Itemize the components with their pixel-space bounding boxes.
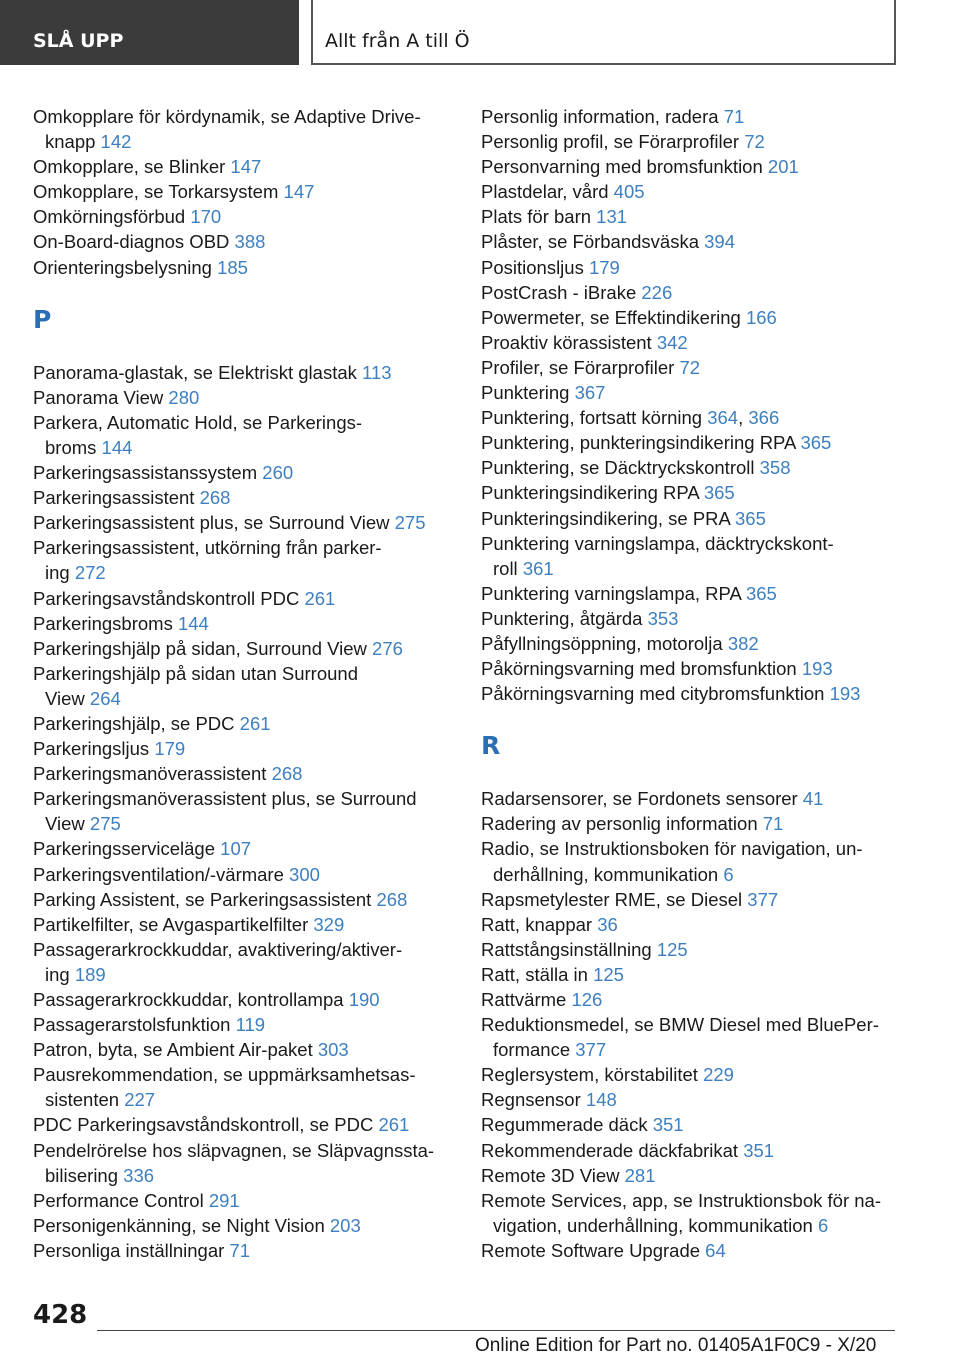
page-reference-link[interactable]: 107 bbox=[220, 838, 252, 860]
section-tab-label: SLÅ UPP bbox=[33, 30, 124, 52]
index-entry-text: Remote Services, app, se Instruktionsbok för na- bbox=[481, 1189, 881, 1211]
index-entry-text: vigation, underhållning, kommunikation bbox=[493, 1214, 813, 1236]
index-entry bbox=[481, 1012, 901, 1062]
page-reference-link[interactable]: 358 bbox=[759, 457, 791, 479]
index-letter-heading: P bbox=[33, 304, 52, 334]
index-entry-text: Pausrekommendation, se uppmärksamhetsas- bbox=[33, 1064, 416, 1086]
index-entry-text: sistenten bbox=[45, 1089, 120, 1111]
index-entry-text: Punktering, se Däcktryckskontroll bbox=[481, 457, 755, 479]
index-entry bbox=[481, 606, 901, 631]
index-entry bbox=[481, 1188, 901, 1238]
page-reference-link[interactable]: 6 bbox=[723, 863, 734, 885]
index-entry-text: Parkeringsavståndskontroll PDC bbox=[33, 587, 300, 609]
page-reference-link[interactable]: 226 bbox=[641, 281, 673, 303]
index-entry bbox=[481, 1138, 901, 1163]
index-entry bbox=[33, 1138, 443, 1188]
index-entry-text: Reduktionsmedel, se BMW Diesel med BluePer- bbox=[481, 1014, 879, 1036]
page-reference-link[interactable]: 365 bbox=[745, 582, 777, 604]
page-reference-link[interactable]: 275 bbox=[394, 512, 426, 534]
index-entry: Punktering, fortsatt körning 364, 366 bbox=[481, 407, 780, 429]
index-column-right bbox=[481, 104, 901, 1263]
page-reference-link[interactable]: 280 bbox=[168, 386, 200, 408]
page-reference-link[interactable]: 203 bbox=[329, 1214, 361, 1236]
index-entry bbox=[481, 305, 901, 330]
index-entry-text: Rattvärme bbox=[481, 989, 567, 1010]
chapter-title: Allt från A till Ö bbox=[325, 30, 470, 52]
index-entry bbox=[33, 104, 443, 154]
index-entry bbox=[33, 255, 443, 280]
page-reference-link[interactable]: 166 bbox=[745, 306, 777, 328]
index-entry-text: Parkeringsmanöverassistent bbox=[33, 763, 267, 785]
index-entry-text: Parkeringsassistanssystem bbox=[33, 462, 258, 484]
index-entry bbox=[33, 535, 443, 585]
index-entry-text: Parking Assistent, se Parkeringsassistent bbox=[33, 888, 372, 910]
page-reference-link[interactable]: 268 bbox=[376, 888, 408, 910]
index-entry-text: knapp bbox=[45, 131, 96, 153]
page-reference-link[interactable]: 179 bbox=[588, 256, 620, 278]
page-reference-link[interactable]: 353 bbox=[647, 607, 679, 629]
page-reference-link[interactable]: 71 bbox=[723, 106, 745, 127]
index-entry bbox=[33, 786, 443, 836]
index-entry-text: Regnsensor bbox=[481, 1089, 581, 1111]
page-reference-link[interactable]: 272 bbox=[74, 562, 106, 584]
page-reference-link[interactable]: 147 bbox=[230, 156, 262, 178]
page-reference-link[interactable]: 36 bbox=[597, 913, 618, 935]
index-entry-text: Parkeringsventilation/-värmare bbox=[33, 863, 284, 885]
page-reference-link[interactable]: 147 bbox=[283, 181, 315, 203]
index-entry-text: On-Board-diagnos OBD bbox=[33, 231, 230, 253]
index-entry bbox=[481, 1238, 901, 1263]
index-entry bbox=[481, 280, 901, 305]
page-reference-link[interactable]: 351 bbox=[743, 1139, 775, 1161]
page-reference-link[interactable]: 72 bbox=[679, 356, 701, 378]
page-reference-link[interactable]: 148 bbox=[585, 1089, 617, 1111]
index-entry bbox=[481, 380, 901, 405]
page-reference-link[interactable]: 71 bbox=[229, 1239, 250, 1261]
index-entry bbox=[481, 937, 901, 962]
page-reference-link[interactable]: 125 bbox=[593, 963, 624, 985]
index-entry-text: Passagerarkrockkuddar, kontrollampa bbox=[33, 989, 344, 1010]
page-reference-link[interactable]: 142 bbox=[100, 131, 132, 153]
index-entry-text: Omkörningsförbud bbox=[33, 206, 186, 228]
page-reference-link[interactable]: 170 bbox=[190, 206, 222, 228]
index-entry-text: Parkeringsljus bbox=[33, 738, 150, 760]
index-entry-text: formance bbox=[493, 1039, 571, 1061]
page-reference-link[interactable]: 260 bbox=[262, 462, 294, 484]
index-entry-text: Rekommenderade däckfabrikat bbox=[481, 1139, 739, 1161]
page-reference-link[interactable]: 329 bbox=[313, 913, 345, 935]
index-entry-text: PDC Parkeringsavståndskontroll, se PDC bbox=[33, 1114, 374, 1136]
index-entry-text: Orienteringsbelysning bbox=[33, 256, 212, 278]
page-reference-link[interactable]: 71 bbox=[762, 813, 784, 835]
index-entry bbox=[481, 355, 901, 380]
index-entry-text: Punktering varningslampa, RPA bbox=[481, 582, 741, 604]
page-reference-link[interactable]: 72 bbox=[744, 131, 765, 153]
index-entry-text: ing bbox=[45, 963, 70, 985]
page-reference-link[interactable]: 405 bbox=[613, 181, 645, 203]
index-entry bbox=[33, 611, 443, 636]
index-entry bbox=[481, 506, 901, 531]
page-reference-link[interactable]: 229 bbox=[703, 1064, 734, 1086]
index-entry bbox=[481, 330, 901, 355]
index-entry bbox=[33, 1012, 443, 1037]
page-reference-link[interactable]: 261 bbox=[304, 587, 336, 609]
index-entry-text: Patron, byta, se Ambient Air-paket bbox=[33, 1039, 313, 1061]
index-entry bbox=[481, 1163, 901, 1188]
index-entry-text: Panorama View bbox=[33, 386, 164, 408]
page-reference-link[interactable]: 365 bbox=[703, 482, 735, 504]
index-entry-text: Personlig profil, se Förarprofiler bbox=[481, 131, 740, 153]
footer-divider bbox=[97, 1330, 895, 1331]
page-reference-link[interactable]: 300 bbox=[289, 863, 320, 885]
index-entry-text: Plåster, se Förbandsväska bbox=[481, 231, 699, 253]
index-entry-text: Reglersystem, körstabilitet bbox=[481, 1064, 698, 1086]
index-entry bbox=[481, 681, 901, 706]
index-entry-text: Passagerarkrockkuddar, avaktivering/aktiver- bbox=[33, 938, 403, 960]
index-entry bbox=[33, 836, 443, 861]
page-reference-link[interactable]: 193 bbox=[829, 683, 861, 705]
index-entry bbox=[33, 1062, 443, 1112]
page-reference-link[interactable]: 119 bbox=[235, 1014, 266, 1036]
page-reference-link[interactable]: 388 bbox=[234, 231, 266, 253]
index-entry-text: Personliga inställningar bbox=[33, 1239, 225, 1261]
index-entry-text: View bbox=[45, 687, 85, 709]
index-entry-text: Omkopplare för kördynamik, se Adaptive Drive- bbox=[33, 106, 421, 127]
index-entry-text: Parkeringsassistent plus, se Surround View bbox=[33, 512, 390, 534]
index-entry bbox=[33, 736, 443, 761]
index-entry bbox=[481, 912, 901, 937]
index-entry bbox=[33, 887, 443, 912]
index-entry-text: Punktering, åtgärda bbox=[481, 607, 643, 629]
page-reference-link[interactable]: 336 bbox=[123, 1164, 155, 1186]
index-entry-text: Punktering bbox=[481, 382, 570, 404]
page-reference-link[interactable]: 144 bbox=[101, 436, 133, 458]
index-entry bbox=[481, 581, 901, 606]
index-entry-text: Parkeringsmanöverassistent plus, se Surround bbox=[33, 788, 417, 810]
index-entry bbox=[33, 410, 443, 460]
index-entry bbox=[33, 661, 443, 711]
edition-note: Online Edition for Part no. 01405A1F0C9 - X/20 bbox=[475, 1335, 877, 1356]
index-entry-text: Positionsljus bbox=[481, 256, 584, 278]
index-entry-text: roll bbox=[493, 557, 518, 579]
page-reference-link[interactable]: 382 bbox=[727, 632, 759, 654]
index-entry bbox=[481, 987, 901, 1012]
index-entry bbox=[481, 836, 901, 886]
index-entry-text: Parkera, Automatic Hold, se Parkerings- bbox=[33, 411, 363, 433]
index-entry-text: Påfyllningsöppning, motorolja bbox=[481, 632, 723, 654]
page-reference-link[interactable]: 261 bbox=[239, 712, 271, 734]
chapter-title-box bbox=[311, 0, 896, 65]
page-reference-link[interactable]: 179 bbox=[154, 738, 186, 760]
index-entry-text: Proaktiv körassistent bbox=[481, 331, 652, 353]
page-reference-link[interactable]: 264 bbox=[89, 687, 121, 709]
page-reference-link[interactable]: 261 bbox=[378, 1114, 410, 1136]
page-reference-link[interactable]: 291 bbox=[208, 1189, 240, 1211]
index-letter-heading: R bbox=[481, 731, 501, 761]
page-number: 428 bbox=[33, 1300, 88, 1330]
section-tab[interactable] bbox=[0, 0, 299, 65]
index-entry-text: Punktering, fortsatt körning bbox=[481, 407, 703, 429]
index-entry bbox=[481, 229, 901, 254]
index-entry-text: ing bbox=[45, 562, 70, 584]
index-entry-text: Powermeter, se Effektindikering bbox=[481, 306, 741, 328]
index-entry-text: Parkeringsassistent, utkörning från parker- bbox=[33, 537, 382, 559]
index-entry bbox=[481, 887, 901, 912]
index-entry-text: Remote 3D View bbox=[481, 1164, 620, 1186]
index-entry bbox=[33, 360, 443, 385]
index-entry bbox=[33, 987, 443, 1012]
index-entry bbox=[481, 786, 901, 811]
index-entry-text: Omkopplare, se Blinker bbox=[33, 156, 226, 178]
index-entry bbox=[33, 862, 443, 887]
page-reference-link[interactable]: 6 bbox=[817, 1214, 829, 1236]
index-entry bbox=[481, 811, 901, 836]
index-entry bbox=[33, 586, 443, 611]
page-reference-link[interactable]: 394 bbox=[704, 231, 736, 253]
page-reference-link[interactable]: 366 bbox=[748, 407, 780, 429]
index-entry-text: Remote Software Upgrade bbox=[481, 1239, 701, 1261]
page-reference-link[interactable]: 275 bbox=[89, 813, 121, 835]
index-entry-text: Parkeringsbroms bbox=[33, 612, 173, 634]
page-reference-link[interactable]: 268 bbox=[199, 487, 231, 509]
index-entry-text: Radio, se Instruktionsboken för navigation, un- bbox=[481, 838, 863, 860]
page-reference-link[interactable]: 361 bbox=[522, 557, 554, 579]
index-entry-text: Parkeringshjälp på sidan utan Surround bbox=[33, 662, 358, 684]
index-entry-text: Parkeringsserviceläge bbox=[33, 838, 216, 860]
page-reference-link[interactable]: 365 bbox=[800, 432, 832, 454]
index-entry-text: Personigenkänning, se Night Vision bbox=[33, 1214, 325, 1236]
index-entry bbox=[481, 1112, 901, 1137]
index-entry-text: Rattstångsinställning bbox=[481, 938, 652, 960]
index-entry-text: Pendelrörelse hos släpvagnen, se Släpvagnssta- bbox=[33, 1139, 435, 1161]
index-entry-text: Performance Control bbox=[33, 1189, 204, 1211]
index-entry-text: Regummerade däck bbox=[481, 1114, 648, 1136]
index-entry bbox=[481, 255, 901, 280]
page-reference-link[interactable]: 185 bbox=[217, 256, 248, 278]
index-entry-text: Rapsmetylester RME, se Diesel bbox=[481, 888, 743, 910]
index-entry bbox=[33, 1213, 443, 1238]
index-entry bbox=[481, 154, 901, 179]
index-entry-text: Parkeringsassistent bbox=[33, 487, 195, 509]
index-entry bbox=[33, 636, 443, 661]
index-entry-text: Omkopplare, se Torkarsystem bbox=[33, 181, 279, 203]
index-entry bbox=[33, 154, 443, 179]
index-entry-text: broms bbox=[45, 436, 97, 458]
index-entry bbox=[33, 510, 443, 535]
page-reference-link[interactable]: 144 bbox=[177, 612, 209, 634]
page-reference-link[interactable]: 281 bbox=[624, 1164, 656, 1186]
index-entry bbox=[481, 204, 901, 229]
index-entry-text: Personlig information, radera bbox=[481, 106, 719, 127]
index-entry bbox=[481, 656, 901, 681]
index-entry bbox=[481, 430, 901, 455]
page-reference-link[interactable]: 227 bbox=[124, 1089, 156, 1111]
index-entry bbox=[481, 104, 901, 129]
index-entry bbox=[481, 1062, 901, 1087]
index-entry-text: Plastdelar, vård bbox=[481, 181, 609, 203]
index-entry-text: Punkteringsindikering, se PRA bbox=[481, 507, 730, 529]
index-entry bbox=[481, 455, 901, 480]
index-entry bbox=[481, 531, 901, 581]
index-entry-text: Profiler, se Förarprofiler bbox=[481, 356, 675, 378]
index-entry-text: PostCrash - iBrake bbox=[481, 281, 637, 303]
page-reference-link[interactable]: 125 bbox=[656, 938, 688, 960]
index-entry-text: Personvarning med bromsfunktion bbox=[481, 156, 763, 178]
index-entry-text: derhållning, kommunikation bbox=[493, 863, 719, 885]
index-entry-text: Parkeringshjälp på sidan, Surround View bbox=[33, 637, 367, 659]
index-entry bbox=[33, 1188, 443, 1213]
index-entry bbox=[481, 1087, 901, 1112]
page-reference-link[interactable]: 377 bbox=[747, 888, 779, 910]
index-entry-text: View bbox=[45, 813, 85, 835]
index-entry bbox=[33, 179, 443, 204]
page-reference-link[interactable]: 201 bbox=[767, 156, 799, 178]
index-entry bbox=[33, 485, 443, 510]
page-reference-link[interactable]: 190 bbox=[348, 989, 380, 1010]
index-entry bbox=[481, 631, 901, 656]
index-entry bbox=[33, 1037, 443, 1062]
page-reference-link[interactable]: 303 bbox=[317, 1039, 349, 1061]
page-reference-link[interactable]: 126 bbox=[571, 989, 603, 1010]
page-reference-link[interactable]: 276 bbox=[372, 637, 403, 659]
page-reference-link[interactable]: 189 bbox=[74, 963, 106, 985]
page-reference-link[interactable]: 268 bbox=[271, 763, 303, 785]
index-entry bbox=[33, 711, 443, 736]
page-reference-link[interactable]: 41 bbox=[802, 788, 824, 810]
page-reference-link[interactable]: 64 bbox=[705, 1239, 726, 1261]
index-entry-text: Radarsensorer, se Fordonets sensorer bbox=[481, 788, 798, 810]
index-entry-text: Parkeringshjälp, se PDC bbox=[33, 712, 235, 734]
index-entry bbox=[481, 179, 901, 204]
index-entry bbox=[33, 1112, 443, 1137]
index-entry bbox=[33, 937, 443, 987]
page-reference-link[interactable]: 342 bbox=[656, 331, 688, 353]
page-reference-link[interactable]: 365 bbox=[735, 507, 766, 529]
index-entry-text: Påkörningsvarning med citybromsfunktion bbox=[481, 683, 825, 705]
page-reference-link[interactable]: 351 bbox=[652, 1114, 684, 1136]
page-reference-link[interactable]: 113 bbox=[362, 361, 392, 383]
index-entry-text: Panorama-glastak, se Elektriskt glastak bbox=[33, 361, 357, 383]
index-entry bbox=[33, 204, 443, 229]
page-reference-link[interactable]: 367 bbox=[574, 382, 606, 404]
page-reference-link[interactable]: 193 bbox=[801, 658, 833, 680]
index-entry-text: Punktering, punkteringsindikering RPA bbox=[481, 432, 796, 454]
index-entry-text: Partikelfilter, se Avgaspartikelfilter bbox=[33, 913, 309, 935]
index-entry-text: Punktering varningslampa, däcktryckskont- bbox=[481, 532, 834, 554]
index-entry bbox=[33, 229, 443, 254]
index-column-left bbox=[33, 104, 443, 1263]
index-entry bbox=[481, 480, 901, 505]
index-entry bbox=[33, 1238, 443, 1263]
index-entry bbox=[33, 460, 443, 485]
index-entry-text: bilisering bbox=[45, 1164, 119, 1186]
index-entry-text: Radering av personlig information bbox=[481, 813, 758, 835]
index-entry bbox=[33, 912, 443, 937]
index-entry-text: Plats för barn bbox=[481, 206, 592, 228]
index-entry-text: Punkteringsindikering RPA bbox=[481, 482, 699, 504]
index-entry-text: Passagerarstolsfunktion bbox=[33, 1014, 231, 1036]
index-entry-text: Ratt, knappar bbox=[481, 913, 593, 935]
index-entry bbox=[481, 129, 901, 154]
index-entry bbox=[481, 962, 901, 987]
index-entry-text: Påkörningsvarning med bromsfunktion bbox=[481, 658, 797, 680]
index-entry bbox=[33, 761, 443, 786]
page-reference-link[interactable]: 131 bbox=[596, 206, 628, 228]
index-entry-text: Ratt, ställa in bbox=[481, 963, 588, 985]
page-reference-link[interactable]: 377 bbox=[575, 1039, 607, 1061]
index-entry bbox=[33, 385, 443, 410]
page-reference-link[interactable]: 364 bbox=[707, 407, 739, 429]
